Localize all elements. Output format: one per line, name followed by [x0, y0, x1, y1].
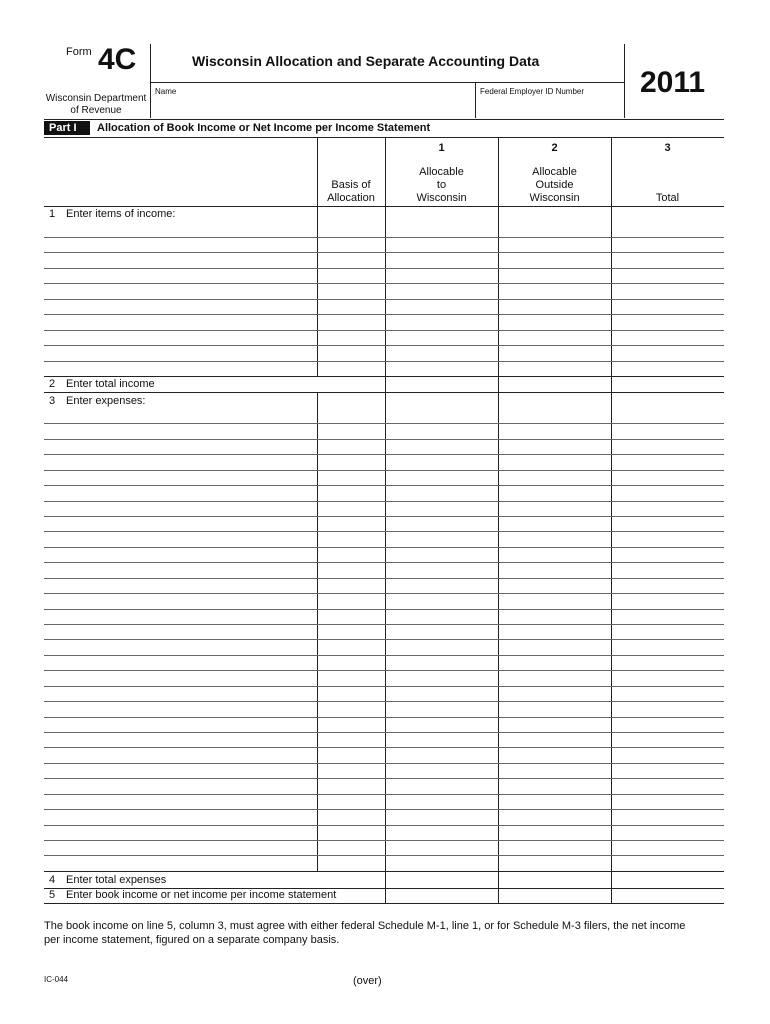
expense-row-8-col1-input[interactable]	[385, 517, 498, 530]
expense-row-8-col2-input[interactable]	[498, 517, 611, 530]
expense-row-7-description-input[interactable]	[44, 502, 317, 515]
expense-row-8-col3-input[interactable]	[611, 517, 724, 530]
expense-row-1-basis-input[interactable]	[317, 409, 385, 422]
expense-row-26-col1-input[interactable]	[385, 795, 498, 808]
expense-row-22-col3-input[interactable]	[611, 733, 724, 746]
income-row-3-col3-input[interactable]	[611, 253, 724, 267]
line5-label: Enter book income or net income per income statement	[66, 889, 337, 901]
expense-row-28-description-input[interactable]	[44, 826, 317, 839]
expense-row-18-col3-input[interactable]	[611, 671, 724, 684]
income-row-2-col1-input[interactable]	[385, 238, 498, 252]
line1-number: 1	[49, 208, 56, 220]
header-bottom-rule	[44, 119, 724, 120]
part-label: Part I	[44, 121, 90, 135]
income-row-10-basis-input[interactable]	[317, 362, 385, 376]
expense-row-7-col2-input[interactable]	[498, 502, 611, 515]
expense-row-30-col2-input[interactable]	[498, 856, 611, 869]
expense-row-30-col1-input[interactable]	[385, 856, 498, 869]
agency-line1: Wisconsin Department	[45, 93, 147, 104]
income-row-1-basis-input[interactable]	[317, 222, 385, 236]
income-row-1-description-input[interactable]	[44, 222, 317, 236]
expense-row-13-col2-input[interactable]	[498, 594, 611, 607]
expense-row-14-basis-input[interactable]	[317, 610, 385, 623]
expense-row-27-basis-input[interactable]	[317, 810, 385, 823]
expense-row-20-col1-input[interactable]	[385, 702, 498, 715]
col2-line3: Wisconsin	[529, 192, 580, 204]
expense-row-28-col1-input[interactable]	[385, 826, 498, 839]
form-number: 4C	[98, 43, 137, 76]
expense-row-24-col3-input[interactable]	[611, 764, 724, 777]
income-row-7-basis-input[interactable]	[317, 315, 385, 329]
line2-label: Enter total income	[66, 378, 155, 390]
expense-row-10-col2-input[interactable]	[498, 548, 611, 561]
expense-row-1-col2-input[interactable]	[498, 409, 611, 422]
line5-rule	[44, 903, 724, 904]
name-fein-divider	[475, 82, 476, 118]
income-row-6-col3-input[interactable]	[611, 300, 724, 314]
income-row-7-col1-input[interactable]	[385, 315, 498, 329]
expense-row-15-col2-input[interactable]	[498, 625, 611, 638]
expense-row-21-description-input[interactable]	[44, 718, 317, 731]
income-row-4-col2-input[interactable]	[498, 269, 611, 283]
col2-number: 2	[551, 142, 558, 154]
line2-rule	[44, 392, 724, 393]
income-row-2-col2-input[interactable]	[498, 238, 611, 252]
col1-line1: Allocable	[419, 166, 464, 178]
income-row-9-basis-input[interactable]	[317, 346, 385, 360]
expense-row-20-description-input[interactable]	[44, 702, 317, 715]
expense-row-29-col2-input[interactable]	[498, 841, 611, 854]
expense-row-30-col3-input[interactable]	[611, 856, 724, 869]
expense-row-12-col3-input[interactable]	[611, 579, 724, 592]
expense-row-27-col3-input[interactable]	[611, 810, 724, 823]
expense-row-10-description-input[interactable]	[44, 548, 317, 561]
income-row-6-col1-input[interactable]	[385, 300, 498, 314]
expense-row-29-col3-input[interactable]	[611, 841, 724, 854]
expense-row-22-description-input[interactable]	[44, 733, 317, 746]
expense-row-23-col2-input[interactable]	[498, 748, 611, 761]
expense-row-28-basis-input[interactable]	[317, 826, 385, 839]
expense-row-11-col2-input[interactable]	[498, 563, 611, 576]
footer-note-line2: per income statement, figured on a separate company basis.	[44, 934, 340, 946]
expense-row-5-basis-input[interactable]	[317, 471, 385, 484]
expense-row-18-basis-input[interactable]	[317, 671, 385, 684]
expense-row-30-basis-input[interactable]	[317, 856, 385, 869]
expense-row-17-col2-input[interactable]	[498, 656, 611, 669]
expense-row-6-col3-input[interactable]	[611, 486, 724, 499]
fein-label: Federal Employer ID Number	[480, 87, 585, 96]
expense-row-21-col3-input[interactable]	[611, 718, 724, 731]
income-row-9-col1-input[interactable]	[385, 346, 498, 360]
expense-row-2-col2-input[interactable]	[498, 424, 611, 437]
income-row-2-description-input[interactable]	[44, 238, 317, 252]
part-title: Allocation of Book Income or Net Income per Income Statement	[97, 122, 431, 134]
expense-row-13-basis-input[interactable]	[317, 594, 385, 607]
income-row-4-col3-input[interactable]	[611, 269, 724, 283]
income-row-4-description-input[interactable]	[44, 269, 317, 283]
fein-input[interactable]	[477, 98, 622, 116]
income-row-8-col1-input[interactable]	[385, 331, 498, 345]
expense-row-24-col1-input[interactable]	[385, 764, 498, 777]
expense-row-21-col2-input[interactable]	[498, 718, 611, 731]
part-rule	[44, 137, 724, 138]
income-row-5-col3-input[interactable]	[611, 284, 724, 298]
expense-row-13-col1-input[interactable]	[385, 594, 498, 607]
income-row-8-col3-input[interactable]	[611, 331, 724, 345]
income-rows-end-rule	[44, 376, 724, 377]
income-row-9-description-input[interactable]	[44, 346, 317, 360]
expense-row-19-col2-input[interactable]	[498, 687, 611, 700]
expense-row-22-col1-input[interactable]	[385, 733, 498, 746]
expense-row-27-col1-input[interactable]	[385, 810, 498, 823]
expense-row-13-col3-input[interactable]	[611, 594, 724, 607]
income-row-10-col3-input[interactable]	[611, 362, 724, 376]
expense-row-18-description-input[interactable]	[44, 671, 317, 684]
line3-number: 3	[49, 395, 56, 407]
expense-row-29-basis-input[interactable]	[317, 841, 385, 854]
expense-row-19-col1-input[interactable]	[385, 687, 498, 700]
expense-row-19-basis-input[interactable]	[317, 687, 385, 700]
expense-row-3-description-input[interactable]	[44, 440, 317, 453]
expense-row-19-description-input[interactable]	[44, 687, 317, 700]
expense-row-24-basis-input[interactable]	[317, 764, 385, 777]
expense-row-9-col1-input[interactable]	[385, 532, 498, 545]
expense-row-20-basis-input[interactable]	[317, 702, 385, 715]
expense-row-21-col1-input[interactable]	[385, 718, 498, 731]
income-row-2-col3-input[interactable]	[611, 238, 724, 252]
income-row-9-col3-input[interactable]	[611, 346, 724, 360]
form-label: Form	[66, 46, 92, 58]
col1-line3: Wisconsin	[416, 192, 467, 204]
expense-row-12-description-input[interactable]	[44, 579, 317, 592]
expense-row-26-description-input[interactable]	[44, 795, 317, 808]
expense-row-3-col2-input[interactable]	[498, 440, 611, 453]
expense-row-2-description-input[interactable]	[44, 424, 317, 437]
form-title: Wisconsin Allocation and Separate Accounting Data	[192, 53, 540, 69]
expense-row-21-basis-input[interactable]	[317, 718, 385, 731]
expense-row-4-description-input[interactable]	[44, 455, 317, 468]
name-input[interactable]	[152, 98, 474, 116]
expense-row-27-col2-input[interactable]	[498, 810, 611, 823]
income-row-8-col2-input[interactable]	[498, 331, 611, 345]
expense-row-26-col3-input[interactable]	[611, 795, 724, 808]
income-row-5-col1-input[interactable]	[385, 284, 498, 298]
over-text: (over)	[353, 975, 382, 987]
expense-row-15-col1-input[interactable]	[385, 625, 498, 638]
income-row-1-col1-input[interactable]	[385, 222, 498, 236]
income-row-2-basis-input[interactable]	[317, 238, 385, 252]
expense-row-14-col2-input[interactable]	[498, 610, 611, 623]
expense-row-5-col1-input[interactable]	[385, 471, 498, 484]
col-basis-line1: Basis of	[331, 179, 371, 191]
expense-row-19-col3-input[interactable]	[611, 687, 724, 700]
expense-row-26-basis-input[interactable]	[317, 795, 385, 808]
expense-row-25-description-input[interactable]	[44, 779, 317, 792]
expense-row-25-col2-input[interactable]	[498, 779, 611, 792]
expense-row-12-basis-input[interactable]	[317, 579, 385, 592]
expense-row-29-description-input[interactable]	[44, 841, 317, 854]
income-row-7-col2-input[interactable]	[498, 315, 611, 329]
expense-row-22-basis-input[interactable]	[317, 733, 385, 746]
expense-row-3-col3-input[interactable]	[611, 440, 724, 453]
income-row-3-col2-input[interactable]	[498, 253, 611, 267]
expense-row-18-col2-input[interactable]	[498, 671, 611, 684]
expense-row-16-description-input[interactable]	[44, 640, 317, 653]
expense-row-29-col1-input[interactable]	[385, 841, 498, 854]
income-row-8-description-input[interactable]	[44, 331, 317, 345]
expense-row-2-col3-input[interactable]	[611, 424, 724, 437]
income-row-3-basis-input[interactable]	[317, 253, 385, 267]
col1-line2: to	[436, 179, 447, 191]
income-row-8-basis-input[interactable]	[317, 331, 385, 345]
form-code: IC-044	[44, 975, 69, 984]
income-row-3-col1-input[interactable]	[385, 253, 498, 267]
expense-row-9-basis-input[interactable]	[317, 532, 385, 545]
col3-number: 3	[664, 142, 671, 154]
line3-label: Enter expenses:	[66, 395, 146, 407]
expense-row-4-basis-input[interactable]	[317, 455, 385, 468]
col2-line2: Outside	[535, 179, 574, 191]
expense-row-11-col1-input[interactable]	[385, 563, 498, 576]
expense-row-17-description-input[interactable]	[44, 656, 317, 669]
tax-year: 2011	[640, 66, 706, 99]
expense-row-16-col3-input[interactable]	[611, 640, 724, 653]
expense-row-24-description-input[interactable]	[44, 764, 317, 777]
expense-row-14-col1-input[interactable]	[385, 610, 498, 623]
expense-row-25-col3-input[interactable]	[611, 779, 724, 792]
expense-row-7-basis-input[interactable]	[317, 502, 385, 515]
expense-row-11-basis-input[interactable]	[317, 563, 385, 576]
income-row-10-col1-input[interactable]	[385, 362, 498, 376]
income-row-4-basis-input[interactable]	[317, 269, 385, 283]
expense-row-24-col2-input[interactable]	[498, 764, 611, 777]
agency-line2: of Revenue	[70, 105, 122, 116]
header-divider-left	[150, 44, 151, 118]
expense-row-27-description-input[interactable]	[44, 810, 317, 823]
expense-row-7-col1-input[interactable]	[385, 502, 498, 515]
expense-row-16-col2-input[interactable]	[498, 640, 611, 653]
expense-row-6-description-input[interactable]	[44, 486, 317, 499]
expense-row-28-col2-input[interactable]	[498, 826, 611, 839]
expense-row-6-col2-input[interactable]	[498, 486, 611, 499]
expense-row-18-col1-input[interactable]	[385, 671, 498, 684]
income-row-9-col2-input[interactable]	[498, 346, 611, 360]
expense-row-23-col3-input[interactable]	[611, 748, 724, 761]
expense-row-16-basis-input[interactable]	[317, 640, 385, 653]
expense-row-2-basis-input[interactable]	[317, 424, 385, 437]
expense-row-10-basis-input[interactable]	[317, 548, 385, 561]
income-row-6-basis-input[interactable]	[317, 300, 385, 314]
income-row-3-description-input[interactable]	[44, 253, 317, 267]
expense-row-11-description-input[interactable]	[44, 563, 317, 576]
expense-row-22-col2-input[interactable]	[498, 733, 611, 746]
expense-row-4-col2-input[interactable]	[498, 455, 611, 468]
expense-row-5-col3-input[interactable]	[611, 471, 724, 484]
expense-row-20-col3-input[interactable]	[611, 702, 724, 715]
expense-row-20-col2-input[interactable]	[498, 702, 611, 715]
expense-row-9-col3-input[interactable]	[611, 532, 724, 545]
expense-row-4-col1-input[interactable]	[385, 455, 498, 468]
expense-row-16-col1-input[interactable]	[385, 640, 498, 653]
line4-label: Enter total expenses	[66, 874, 167, 886]
expense-row-15-description-input[interactable]	[44, 625, 317, 638]
expense-row-14-col3-input[interactable]	[611, 610, 724, 623]
expense-row-2-col1-input[interactable]	[385, 424, 498, 437]
expense-row-23-description-input[interactable]	[44, 748, 317, 761]
expense-row-17-basis-input[interactable]	[317, 656, 385, 669]
expense-row-10-col3-input[interactable]	[611, 548, 724, 561]
expense-row-6-basis-input[interactable]	[317, 486, 385, 499]
income-row-5-col2-input[interactable]	[498, 284, 611, 298]
col1-number: 1	[438, 142, 445, 154]
income-row-5-description-input[interactable]	[44, 284, 317, 298]
expense-row-26-col2-input[interactable]	[498, 795, 611, 808]
expense-row-13-description-input[interactable]	[44, 594, 317, 607]
expense-row-8-basis-input[interactable]	[317, 517, 385, 530]
income-row-7-description-input[interactable]	[44, 315, 317, 329]
expense-row-30-description-input[interactable]	[44, 856, 317, 869]
line2-number: 2	[49, 378, 56, 390]
title-rule	[150, 82, 624, 83]
expense-row-15-col3-input[interactable]	[611, 625, 724, 638]
income-row-6-col2-input[interactable]	[498, 300, 611, 314]
expense-row-15-basis-input[interactable]	[317, 625, 385, 638]
income-row-6-description-input[interactable]	[44, 300, 317, 314]
income-row-10-description-input[interactable]	[44, 362, 317, 376]
income-row-4-col1-input[interactable]	[385, 269, 498, 283]
line5-number: 5	[49, 889, 56, 901]
expense-row-23-col1-input[interactable]	[385, 748, 498, 761]
column-header-rule	[44, 206, 724, 207]
col3-line1: Total	[655, 192, 680, 204]
expense-row-4-col3-input[interactable]	[611, 455, 724, 468]
expense-row-23-basis-input[interactable]	[317, 748, 385, 761]
expense-row-9-col2-input[interactable]	[498, 532, 611, 545]
income-row-10-col2-input[interactable]	[498, 362, 611, 376]
expense-row-25-col1-input[interactable]	[385, 779, 498, 792]
expense-row-1-col1-input[interactable]	[385, 409, 498, 422]
expense-row-3-basis-input[interactable]	[317, 440, 385, 453]
header-divider-right	[624, 44, 625, 118]
income-row-7-col3-input[interactable]	[611, 315, 724, 329]
expense-row-7-col3-input[interactable]	[611, 502, 724, 515]
expense-row-10-col1-input[interactable]	[385, 548, 498, 561]
expense-row-28-col3-input[interactable]	[611, 826, 724, 839]
expense-row-17-col1-input[interactable]	[385, 656, 498, 669]
expense-row-11-col3-input[interactable]	[611, 563, 724, 576]
expense-row-9-description-input[interactable]	[44, 532, 317, 545]
col-basis-line2: Allocation	[327, 192, 375, 204]
expense-row-1-col3-input[interactable]	[611, 409, 724, 422]
expense-row-14-description-input[interactable]	[44, 610, 317, 623]
expense-row-3-col1-input[interactable]	[385, 440, 498, 453]
expense-row-25-basis-input[interactable]	[317, 779, 385, 792]
expense-rows-end-rule	[44, 871, 724, 872]
footer-note-line1: The book income on line 5, column 3, must agree with either federal Schedule M-1, line 1, or for Schedule M-3 filers, the net income	[44, 920, 686, 932]
expense-row-5-description-input[interactable]	[44, 471, 317, 484]
expense-row-17-col3-input[interactable]	[611, 656, 724, 669]
expense-row-5-col2-input[interactable]	[498, 471, 611, 484]
expense-row-12-col1-input[interactable]	[385, 579, 498, 592]
expense-row-1-description-input[interactable]	[44, 409, 317, 422]
col2-line1: Allocable	[532, 166, 577, 178]
expense-row-6-col1-input[interactable]	[385, 486, 498, 499]
income-row-1-col2-input[interactable]	[498, 222, 611, 236]
expense-row-12-col2-input[interactable]	[498, 579, 611, 592]
expense-row-8-description-input[interactable]	[44, 517, 317, 530]
name-label: Name	[155, 87, 177, 96]
line4-number: 4	[49, 874, 56, 886]
income-row-1-col3-input[interactable]	[611, 222, 724, 236]
line1-label: Enter items of income:	[66, 208, 176, 220]
income-row-5-basis-input[interactable]	[317, 284, 385, 298]
